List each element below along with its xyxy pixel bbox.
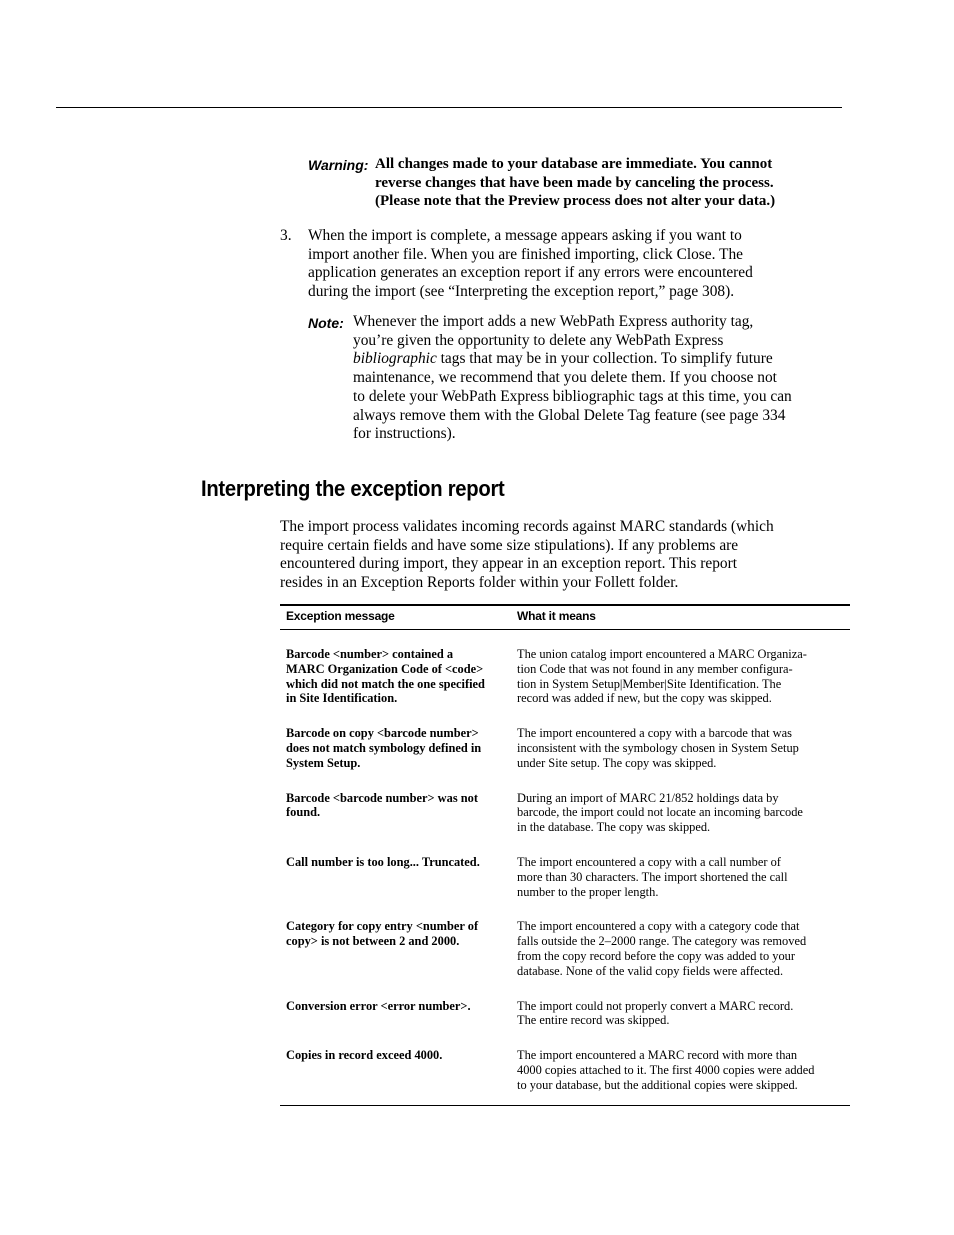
cell-line: does not match symbology defined in — [286, 740, 482, 755]
cell-line: The import encountered a MARC record with more than — [517, 1048, 798, 1063]
table-row — [280, 919, 850, 998]
cell-line: The import encountered a copy with a barcode that was — [517, 726, 792, 741]
cell-line: Call number is too long... Truncated. — [286, 854, 480, 869]
cell-line: falls outside the 2–2000 range. The category was removed — [517, 934, 807, 949]
cell-line: in Site Identification. — [286, 691, 398, 706]
cell-line: record was added if new, but the copy was skipped. — [517, 691, 772, 706]
exception-message-cell — [280, 1048, 511, 1105]
cell-line: Barcode on copy <barcode number> — [286, 726, 479, 741]
column-header-exception-message: Exception message — [280, 605, 511, 630]
cell-line: The import could not properly convert a MARC record. — [517, 998, 794, 1013]
table-row — [280, 855, 850, 919]
note-line-rest: tags that may be in your collection. To simplify future — [436, 350, 773, 368]
cell-line: The import encountered a copy with a call number of — [517, 854, 781, 869]
exception-message-cell — [280, 919, 511, 998]
cell-line: Barcode <number> contained a — [286, 647, 454, 661]
step-line: When the import is complete, a message appears asking if you want to — [308, 227, 742, 244]
exception-message-cell — [280, 630, 511, 727]
cell-line: number to the proper length. — [517, 884, 659, 899]
cell-line: Category for copy entry <number of — [286, 919, 479, 934]
cell-line: inconsistent with the symbology chosen in System Setup — [517, 740, 799, 755]
meaning-cell — [511, 630, 850, 727]
cell-line: to your database, but the additional copies were skipped. — [517, 1077, 798, 1092]
cell-line: MARC Organization Code of <code> — [286, 661, 484, 676]
note-line: maintenance, we recommend that you delete them. If you choose not — [353, 369, 777, 387]
cell-line: tion in System Setup|Member|Site Identification. The — [517, 676, 782, 691]
cell-line: The entire record was skipped. — [517, 1013, 670, 1028]
exception-table — [280, 604, 850, 1106]
note-line: to delete your WebPath Express bibliographic tags at this time, you can — [353, 387, 792, 405]
step-line: import another file. When you are finished importing, click Close. The — [308, 245, 743, 263]
note-line: always remove them with the Global Delete Tag feature (see page 334 — [353, 406, 786, 424]
cell-line: Copies in record exceed 4000. — [286, 1048, 443, 1063]
step-line: during the import (see “Interpreting the exception report,” page 308). — [308, 282, 735, 300]
table-row — [280, 726, 850, 790]
warning-callout — [308, 155, 848, 211]
cell-line: copy> is not between 2 and 2000. — [286, 934, 460, 949]
cell-line: in the database. The copy was skipped. — [517, 820, 711, 835]
exception-message-cell — [280, 791, 511, 855]
cell-line: Conversion error <error number>. — [286, 998, 471, 1013]
step-line: application generates an exception report if any errors were encountered — [308, 264, 753, 282]
note-line — [353, 350, 848, 369]
table-row — [280, 999, 850, 1049]
meaning-cell — [511, 999, 850, 1049]
note-line: you’re given the opportunity to delete any WebPath Express — [353, 331, 724, 349]
cell-line: Barcode <barcode number> was not — [286, 790, 478, 805]
intro-line: The import process validates incoming records against MARC standards (which — [280, 518, 774, 535]
exception-message-cell — [280, 855, 511, 919]
cell-line: The import encountered a copy with a category code that — [517, 919, 800, 934]
meaning-cell — [511, 1048, 850, 1105]
warning-label: Warning: — [308, 157, 369, 173]
intro-line: require certain fields and have some size stipulations). If any problems are — [280, 536, 739, 554]
section-intro — [280, 518, 842, 593]
cell-line: The union catalog import encountered a MARC Organiza- — [517, 647, 807, 661]
cell-line: database. None of the valid copy fields were affected. — [517, 963, 784, 978]
intro-line: resides in an Exception Reports folder within your Follett folder. — [280, 574, 679, 592]
warning-line: reverse changes that have been made by canceling the process. — [375, 174, 774, 191]
cell-line: more than 30 characters. The import shortened the call — [517, 869, 788, 884]
table-row — [280, 791, 850, 855]
cell-line: from the copy record before the copy was added to your — [517, 948, 795, 963]
meaning-cell — [511, 726, 850, 790]
note-italic-term: bibliographic — [353, 350, 437, 368]
cell-line: under Site setup. The copy was skipped. — [517, 755, 717, 770]
warning-line: (Please note that the Preview process does not alter your data.) — [375, 193, 776, 210]
cell-line: barcode, the import could not locate an incoming barcode — [517, 805, 803, 820]
note-callout — [308, 313, 848, 444]
section-heading: Interpreting the exception report — [201, 476, 505, 501]
step-3 — [280, 227, 840, 301]
cell-line: found. — [286, 805, 321, 820]
note-line: for instructions). — [353, 425, 456, 443]
table-row — [280, 630, 850, 727]
intro-line: encountered during import, they appear in an exception report. This report — [280, 555, 738, 573]
cell-line: tion Code that was not found in any member configura- — [517, 661, 793, 676]
table-header-row — [280, 605, 850, 630]
meaning-cell — [511, 791, 850, 855]
header-rule — [56, 107, 842, 108]
cell-line: 4000 copies attached to it. The first 4000 copies were added — [517, 1062, 815, 1077]
column-header-what-it-means: What it means — [511, 605, 850, 630]
cell-line: During an import of MARC 21/852 holdings data by — [517, 790, 779, 805]
cell-line: System Setup. — [286, 755, 361, 770]
meaning-cell — [511, 855, 850, 919]
step-number: 3. — [280, 227, 292, 244]
cell-line: which did not match the one specified — [286, 676, 485, 691]
meaning-cell — [511, 919, 850, 998]
warning-line: All changes made to your database are immediate. You cannot — [375, 156, 773, 172]
exception-message-cell — [280, 999, 511, 1049]
note-line: Whenever the import adds a new WebPath Express authority tag, — [353, 313, 754, 330]
note-label: Note: — [308, 315, 344, 331]
exception-message-cell — [280, 726, 511, 790]
table-row — [280, 1048, 850, 1105]
